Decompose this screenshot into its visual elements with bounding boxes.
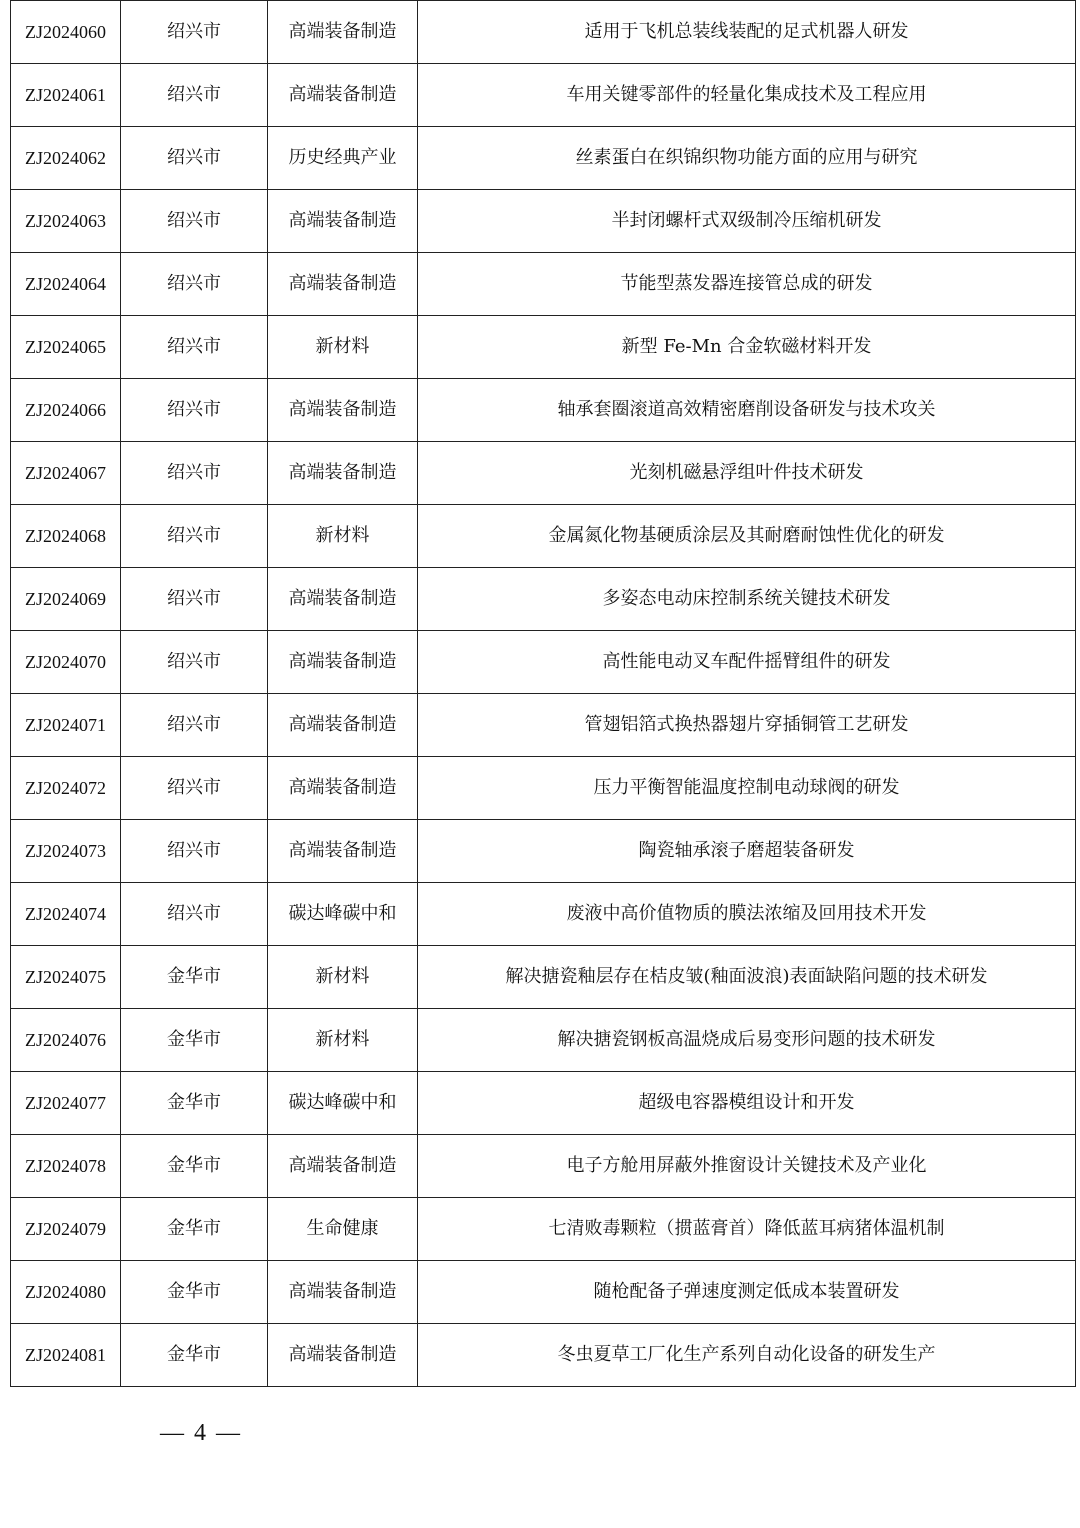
cell-industry: 高端装备制造 <box>268 64 418 127</box>
project-table-body <box>11 1 1076 1387</box>
cell-project-id: ZJ2024060 <box>11 1 121 64</box>
cell-industry: 高端装备制造 <box>268 820 418 883</box>
cell-city: 绍兴市 <box>121 631 268 694</box>
table-row <box>11 757 1076 820</box>
cell-project-title: 管翅铝箔式换热器翅片穿插铜管工艺研发 <box>418 694 1076 757</box>
cell-city: 绍兴市 <box>121 1 268 64</box>
cell-industry: 高端装备制造 <box>268 757 418 820</box>
cell-city: 绍兴市 <box>121 694 268 757</box>
table-row <box>11 1324 1076 1387</box>
cell-project-title: 金属氮化物基硬质涂层及其耐磨耐蚀性优化的研发 <box>418 505 1076 568</box>
cell-city: 绍兴市 <box>121 883 268 946</box>
cell-project-title: 废液中高价值物质的膜法浓缩及回用技术开发 <box>418 883 1076 946</box>
cell-city: 绍兴市 <box>121 127 268 190</box>
cell-project-title: 陶瓷轴承滚子磨超装备研发 <box>418 820 1076 883</box>
cell-project-title: 压力平衡智能温度控制电动球阀的研发 <box>418 757 1076 820</box>
cell-city: 绍兴市 <box>121 190 268 253</box>
table-row <box>11 1135 1076 1198</box>
cell-industry: 高端装备制造 <box>268 379 418 442</box>
cell-project-title: 随枪配备子弹速度测定低成本装置研发 <box>418 1261 1076 1324</box>
cell-industry: 高端装备制造 <box>268 1 418 64</box>
cell-project-id: ZJ2024064 <box>11 253 121 316</box>
cell-project-title: 冬虫夏草工厂化生产系列自动化设备的研发生产 <box>418 1324 1076 1387</box>
cell-industry: 新材料 <box>268 946 418 1009</box>
cell-city: 绍兴市 <box>121 505 268 568</box>
cell-industry: 高端装备制造 <box>268 190 418 253</box>
cell-industry: 高端装备制造 <box>268 1135 418 1198</box>
table-row <box>11 127 1076 190</box>
cell-project-id: ZJ2024075 <box>11 946 121 1009</box>
table-row <box>11 253 1076 316</box>
table-row <box>11 442 1076 505</box>
cell-industry: 碳达峰碳中和 <box>268 1072 418 1135</box>
cell-project-id: ZJ2024066 <box>11 379 121 442</box>
cell-industry: 新材料 <box>268 1009 418 1072</box>
cell-project-id: ZJ2024071 <box>11 694 121 757</box>
page-number: — 4 — <box>160 1420 242 1446</box>
cell-industry: 高端装备制造 <box>268 1324 418 1387</box>
table-row <box>11 1198 1076 1261</box>
cell-industry: 高端装备制造 <box>268 1261 418 1324</box>
table-row <box>11 190 1076 253</box>
cell-project-title: 七清败毒颗粒（掼蓝膏首）降低蓝耳病猪体温机制 <box>418 1198 1076 1261</box>
cell-city: 金华市 <box>121 1135 268 1198</box>
cell-city: 绍兴市 <box>121 757 268 820</box>
cell-project-title: 超级电容器模组设计和开发 <box>418 1072 1076 1135</box>
table-row <box>11 505 1076 568</box>
cell-industry: 历史经典产业 <box>268 127 418 190</box>
cell-city: 绍兴市 <box>121 316 268 379</box>
cell-project-id: ZJ2024067 <box>11 442 121 505</box>
cell-project-title: 高性能电动叉车配件摇臂组件的研发 <box>418 631 1076 694</box>
cell-project-title: 新型 Fe-Mn 合金软磁材料开发 <box>418 316 1076 379</box>
table-row <box>11 64 1076 127</box>
cell-industry: 高端装备制造 <box>268 568 418 631</box>
cell-project-id: ZJ2024061 <box>11 64 121 127</box>
cell-industry: 高端装备制造 <box>268 694 418 757</box>
cell-project-id: ZJ2024074 <box>11 883 121 946</box>
cell-project-id: ZJ2024080 <box>11 1261 121 1324</box>
cell-industry: 高端装备制造 <box>268 442 418 505</box>
cell-project-id: ZJ2024070 <box>11 631 121 694</box>
table-row <box>11 1 1076 64</box>
cell-project-title: 节能型蒸发器连接管总成的研发 <box>418 253 1076 316</box>
cell-project-id: ZJ2024063 <box>11 190 121 253</box>
cell-city: 绍兴市 <box>121 64 268 127</box>
cell-industry: 新材料 <box>268 505 418 568</box>
cell-industry: 碳达峰碳中和 <box>268 883 418 946</box>
cell-project-id: ZJ2024079 <box>11 1198 121 1261</box>
cell-city: 绍兴市 <box>121 568 268 631</box>
cell-city: 绍兴市 <box>121 379 268 442</box>
cell-city: 金华市 <box>121 946 268 1009</box>
table-row <box>11 1009 1076 1072</box>
cell-project-title: 多姿态电动床控制系统关键技术研发 <box>418 568 1076 631</box>
cell-project-id: ZJ2024078 <box>11 1135 121 1198</box>
cell-project-id: ZJ2024068 <box>11 505 121 568</box>
table-row <box>11 946 1076 1009</box>
cell-industry: 高端装备制造 <box>268 253 418 316</box>
table-row <box>11 568 1076 631</box>
cell-project-title: 光刻机磁悬浮组叶件技术研发 <box>418 442 1076 505</box>
cell-city: 绍兴市 <box>121 442 268 505</box>
table-row <box>11 379 1076 442</box>
table-row <box>11 1072 1076 1135</box>
cell-project-title: 适用于飞机总装线装配的足式机器人研发 <box>418 1 1076 64</box>
cell-project-title: 解决搪瓷钢板高温烧成后易变形问题的技术研发 <box>418 1009 1076 1072</box>
table-row <box>11 883 1076 946</box>
cell-project-id: ZJ2024072 <box>11 757 121 820</box>
cell-city: 绍兴市 <box>121 253 268 316</box>
cell-project-title: 车用关键零部件的轻量化集成技术及工程应用 <box>418 64 1076 127</box>
cell-city: 金华市 <box>121 1009 268 1072</box>
cell-industry: 新材料 <box>268 316 418 379</box>
project-table <box>10 0 1076 1387</box>
cell-project-id: ZJ2024081 <box>11 1324 121 1387</box>
cell-project-id: ZJ2024077 <box>11 1072 121 1135</box>
cell-project-id: ZJ2024065 <box>11 316 121 379</box>
table-row <box>11 820 1076 883</box>
table-row <box>11 316 1076 379</box>
cell-project-title: 轴承套圈滚道高效精密磨削设备研发与技术攻关 <box>418 379 1076 442</box>
cell-city: 绍兴市 <box>121 820 268 883</box>
cell-project-id: ZJ2024073 <box>11 820 121 883</box>
cell-project-id: ZJ2024069 <box>11 568 121 631</box>
table-row <box>11 631 1076 694</box>
cell-project-id: ZJ2024076 <box>11 1009 121 1072</box>
cell-industry: 高端装备制造 <box>268 631 418 694</box>
cell-project-title: 丝素蛋白在织锦织物功能方面的应用与研究 <box>418 127 1076 190</box>
cell-project-title: 半封闭螺杆式双级制冷压缩机研发 <box>418 190 1076 253</box>
cell-city: 金华市 <box>121 1324 268 1387</box>
cell-project-id: ZJ2024062 <box>11 127 121 190</box>
cell-city: 金华市 <box>121 1072 268 1135</box>
cell-city: 金华市 <box>121 1198 268 1261</box>
cell-project-title: 解决搪瓷釉层存在桔皮皱(釉面波浪)表面缺陷问题的技术研发 <box>418 946 1076 1009</box>
table-row <box>11 1261 1076 1324</box>
cell-city: 金华市 <box>121 1261 268 1324</box>
cell-industry: 生命健康 <box>268 1198 418 1261</box>
cell-project-title: 电子方舱用屏蔽外推窗设计关键技术及产业化 <box>418 1135 1076 1198</box>
table-row <box>11 694 1076 757</box>
